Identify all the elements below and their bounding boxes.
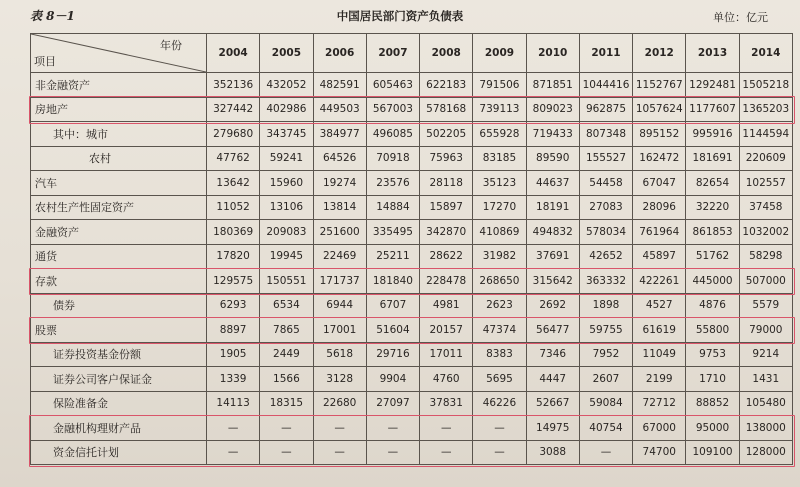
table-cell: 28118 bbox=[420, 171, 473, 196]
table-cell: 1339 bbox=[207, 367, 260, 392]
table-cell: 82654 bbox=[686, 171, 739, 196]
table-cell: 37831 bbox=[420, 391, 473, 416]
table-row bbox=[31, 220, 793, 245]
table-cell: 494832 bbox=[526, 220, 579, 245]
table-cell: 5618 bbox=[313, 342, 366, 367]
table-cell: 791506 bbox=[473, 73, 526, 98]
header-row bbox=[31, 34, 793, 73]
table-cell: 37691 bbox=[526, 244, 579, 269]
table-cell: 1365203 bbox=[739, 97, 792, 122]
table-cell: 1177607 bbox=[686, 97, 739, 122]
table-cell: 18315 bbox=[260, 391, 313, 416]
table-row bbox=[31, 416, 793, 441]
table-cell: 7952 bbox=[579, 342, 632, 367]
table-cell: 2607 bbox=[579, 367, 632, 392]
table-cell: 4876 bbox=[686, 293, 739, 318]
row-label: 股票 bbox=[31, 318, 207, 343]
table-cell: — bbox=[207, 440, 260, 465]
table-cell: — bbox=[260, 416, 313, 441]
year-header-2006: 2006 bbox=[313, 34, 366, 73]
table-cell: — bbox=[473, 416, 526, 441]
table-cell: 578034 bbox=[579, 220, 632, 245]
table-cell: 4760 bbox=[420, 367, 473, 392]
table-cell: 61619 bbox=[633, 318, 686, 343]
table-cell: 9904 bbox=[366, 367, 419, 392]
table-cell: 1057624 bbox=[633, 97, 686, 122]
table-cell: 11052 bbox=[207, 195, 260, 220]
year-header-2009: 2009 bbox=[473, 34, 526, 73]
table-cell: 25211 bbox=[366, 244, 419, 269]
year-header-2014: 2014 bbox=[739, 34, 792, 73]
table-cell: 578168 bbox=[420, 97, 473, 122]
table-cell: 181691 bbox=[686, 146, 739, 171]
table-cell: 17011 bbox=[420, 342, 473, 367]
table-row bbox=[31, 122, 793, 147]
table-cell: 27083 bbox=[579, 195, 632, 220]
table-cell: 59241 bbox=[260, 146, 313, 171]
table-cell: 4527 bbox=[633, 293, 686, 318]
balance-sheet-table bbox=[30, 33, 793, 465]
table-cell: 228478 bbox=[420, 269, 473, 294]
table-cell: 402986 bbox=[260, 97, 313, 122]
table-cell: 1292481 bbox=[686, 73, 739, 98]
table-cell: 150551 bbox=[260, 269, 313, 294]
table-cell: 6944 bbox=[313, 293, 366, 318]
table-cell: 251600 bbox=[313, 220, 366, 245]
table-cell: 2623 bbox=[473, 293, 526, 318]
row-label: 农村生产性固定资产 bbox=[31, 195, 207, 220]
year-header-2010: 2010 bbox=[526, 34, 579, 73]
table-cell: 13106 bbox=[260, 195, 313, 220]
table-cell: 1710 bbox=[686, 367, 739, 392]
table-cell: 32220 bbox=[686, 195, 739, 220]
table-cell: 2449 bbox=[260, 342, 313, 367]
table-cell: 1566 bbox=[260, 367, 313, 392]
table-cell: 279680 bbox=[207, 122, 260, 147]
table-cell: — bbox=[366, 440, 419, 465]
table-cell: 655928 bbox=[473, 122, 526, 147]
table-cell: 58298 bbox=[739, 244, 792, 269]
table-cell: 37458 bbox=[739, 195, 792, 220]
row-label: 金融机构理财产品 bbox=[31, 416, 207, 441]
table-cell: 181840 bbox=[366, 269, 419, 294]
table-cell: 1144594 bbox=[739, 122, 792, 147]
table-cell: 871851 bbox=[526, 73, 579, 98]
header-corner-cell bbox=[31, 34, 207, 73]
year-header-2013: 2013 bbox=[686, 34, 739, 73]
table-cell: 28096 bbox=[633, 195, 686, 220]
row-label: 金融资产 bbox=[31, 220, 207, 245]
row-label: 保险准备金 bbox=[31, 391, 207, 416]
table-cell: 432052 bbox=[260, 73, 313, 98]
table-cell: 327442 bbox=[207, 97, 260, 122]
item-header-label: 项目 bbox=[34, 55, 56, 68]
table-cell: 6534 bbox=[260, 293, 313, 318]
year-header-2005: 2005 bbox=[260, 34, 313, 73]
table-cell: 102557 bbox=[739, 171, 792, 196]
table-cell: 31982 bbox=[473, 244, 526, 269]
table-cell: 52667 bbox=[526, 391, 579, 416]
table-cell: 22680 bbox=[313, 391, 366, 416]
table-cell: 4447 bbox=[526, 367, 579, 392]
table-cell: 83185 bbox=[473, 146, 526, 171]
table-cell: 46226 bbox=[473, 391, 526, 416]
table-cell: 567003 bbox=[366, 97, 419, 122]
table-row bbox=[31, 244, 793, 269]
table-cell: — bbox=[260, 440, 313, 465]
table-cell: 962875 bbox=[579, 97, 632, 122]
table-cell: — bbox=[366, 416, 419, 441]
table-cell: 11049 bbox=[633, 342, 686, 367]
table-cell: 15897 bbox=[420, 195, 473, 220]
table-cell: 449503 bbox=[313, 97, 366, 122]
table-cell: 67000 bbox=[633, 416, 686, 441]
table-cell: 3128 bbox=[313, 367, 366, 392]
row-label: 证券公司客户保证金 bbox=[31, 367, 207, 392]
table-cell: 17001 bbox=[313, 318, 366, 343]
table-cell: 88852 bbox=[686, 391, 739, 416]
table-cell: 315642 bbox=[526, 269, 579, 294]
table-cell: 79000 bbox=[739, 318, 792, 343]
table-cell: 40754 bbox=[579, 416, 632, 441]
table-cell: 15960 bbox=[260, 171, 313, 196]
table-row bbox=[31, 293, 793, 318]
table-cell: 74700 bbox=[633, 440, 686, 465]
table-cell: 410869 bbox=[473, 220, 526, 245]
table-row bbox=[31, 342, 793, 367]
table-cell: 1898 bbox=[579, 293, 632, 318]
table-cell: — bbox=[420, 416, 473, 441]
table-cell: 739113 bbox=[473, 97, 526, 122]
table-cell: 23576 bbox=[366, 171, 419, 196]
table-cell: 9214 bbox=[739, 342, 792, 367]
table-cell: 268650 bbox=[473, 269, 526, 294]
table-row bbox=[31, 269, 793, 294]
table-cell: 14113 bbox=[207, 391, 260, 416]
table-row bbox=[31, 195, 793, 220]
table-cell: 70918 bbox=[366, 146, 419, 171]
row-label: 其中：城市 bbox=[31, 122, 207, 147]
table-cell: 807348 bbox=[579, 122, 632, 147]
table-cell: 3088 bbox=[526, 440, 579, 465]
table-cell: 209083 bbox=[260, 220, 313, 245]
table-cell: 20157 bbox=[420, 318, 473, 343]
table-cell: 8897 bbox=[207, 318, 260, 343]
table-cell: 51604 bbox=[366, 318, 419, 343]
table-cell: 27097 bbox=[366, 391, 419, 416]
table-cell: 22469 bbox=[313, 244, 366, 269]
table-cell: 89590 bbox=[526, 146, 579, 171]
year-header-label: 年份 bbox=[160, 39, 182, 52]
table-cell: 19274 bbox=[313, 171, 366, 196]
table-cell: 335495 bbox=[366, 220, 419, 245]
table-cell: 761964 bbox=[633, 220, 686, 245]
table-row bbox=[31, 73, 793, 98]
table-cell: 35123 bbox=[473, 171, 526, 196]
unit-label: 单位：亿元 bbox=[713, 11, 768, 24]
table-cell: 67047 bbox=[633, 171, 686, 196]
table-cell: 45897 bbox=[633, 244, 686, 269]
table-cell: — bbox=[207, 416, 260, 441]
table-cell: 861853 bbox=[686, 220, 739, 245]
table-cell: 2692 bbox=[526, 293, 579, 318]
table-cell: 343745 bbox=[260, 122, 313, 147]
table-cell: 7346 bbox=[526, 342, 579, 367]
table-cell: 44637 bbox=[526, 171, 579, 196]
table-cell: 422261 bbox=[633, 269, 686, 294]
table-cell: 95000 bbox=[686, 416, 739, 441]
table-row bbox=[31, 97, 793, 122]
table-cell: 719433 bbox=[526, 122, 579, 147]
row-label: 通货 bbox=[31, 244, 207, 269]
table-title: 中国居民部门资产负债表 bbox=[336, 9, 464, 23]
table-cell: 13642 bbox=[207, 171, 260, 196]
table-row bbox=[31, 318, 793, 343]
table-cell: 995916 bbox=[686, 122, 739, 147]
table-cell: 1905 bbox=[207, 342, 260, 367]
year-header-2008: 2008 bbox=[420, 34, 473, 73]
table-cell: 138000 bbox=[739, 416, 792, 441]
table-cell: 51762 bbox=[686, 244, 739, 269]
table-cell: 105480 bbox=[739, 391, 792, 416]
table-cell: — bbox=[579, 440, 632, 465]
table-cell: 1505218 bbox=[739, 73, 792, 98]
table-cell: 220609 bbox=[739, 146, 792, 171]
table-row bbox=[31, 171, 793, 196]
table-row bbox=[31, 146, 793, 171]
table-cell: 56477 bbox=[526, 318, 579, 343]
table-cell: 64526 bbox=[313, 146, 366, 171]
table-cell: 28622 bbox=[420, 244, 473, 269]
table-cell: 5579 bbox=[739, 293, 792, 318]
table-cell: 19945 bbox=[260, 244, 313, 269]
table-cell: 2199 bbox=[633, 367, 686, 392]
table-row bbox=[31, 367, 793, 392]
table-cell: 9753 bbox=[686, 342, 739, 367]
table-cell: 605463 bbox=[366, 73, 419, 98]
table-number: 表 8－1 bbox=[30, 9, 75, 23]
table-cell: 363332 bbox=[579, 269, 632, 294]
table-cell: 7865 bbox=[260, 318, 313, 343]
table-cell: — bbox=[473, 440, 526, 465]
table-cell: 47374 bbox=[473, 318, 526, 343]
table-cell: 384977 bbox=[313, 122, 366, 147]
table-cell: 29716 bbox=[366, 342, 419, 367]
row-label: 房地产 bbox=[31, 97, 207, 122]
table-cell: 109100 bbox=[686, 440, 739, 465]
year-header-2011: 2011 bbox=[579, 34, 632, 73]
table-cell: 162472 bbox=[633, 146, 686, 171]
year-header-2012: 2012 bbox=[633, 34, 686, 73]
table-cell: 54458 bbox=[579, 171, 632, 196]
row-label: 存款 bbox=[31, 269, 207, 294]
table-cell: 809023 bbox=[526, 97, 579, 122]
table-cell: 342870 bbox=[420, 220, 473, 245]
table-cell: 352136 bbox=[207, 73, 260, 98]
table-cell: — bbox=[313, 440, 366, 465]
table-cell: 13814 bbox=[313, 195, 366, 220]
table-cell: 1431 bbox=[739, 367, 792, 392]
table-cell: 1044416 bbox=[579, 73, 632, 98]
table-cell: 5695 bbox=[473, 367, 526, 392]
table-cell: 895152 bbox=[633, 122, 686, 147]
table-cell: — bbox=[313, 416, 366, 441]
table-cell: 155527 bbox=[579, 146, 632, 171]
row-label: 证券投资基金份额 bbox=[31, 342, 207, 367]
table-cell: 17270 bbox=[473, 195, 526, 220]
table-cell: 72712 bbox=[633, 391, 686, 416]
table-cell: 128000 bbox=[739, 440, 792, 465]
table-cell: — bbox=[420, 440, 473, 465]
table-cell: 129575 bbox=[207, 269, 260, 294]
row-label: 非金融资产 bbox=[31, 73, 207, 98]
table-cell: 4981 bbox=[420, 293, 473, 318]
table-cell: 1032002 bbox=[739, 220, 792, 245]
table-cell: 75963 bbox=[420, 146, 473, 171]
table-cell: 6293 bbox=[207, 293, 260, 318]
table-cell: 8383 bbox=[473, 342, 526, 367]
table-cell: 17820 bbox=[207, 244, 260, 269]
table-cell: 18191 bbox=[526, 195, 579, 220]
table-cell: 59084 bbox=[579, 391, 632, 416]
row-label: 债券 bbox=[31, 293, 207, 318]
table-cell: 14975 bbox=[526, 416, 579, 441]
table-cell: 622183 bbox=[420, 73, 473, 98]
table-cell: 59755 bbox=[579, 318, 632, 343]
year-header-2007: 2007 bbox=[366, 34, 419, 73]
row-label: 资金信托计划 bbox=[31, 440, 207, 465]
table-cell: 507000 bbox=[739, 269, 792, 294]
year-header-2004: 2004 bbox=[207, 34, 260, 73]
table-cell: 171737 bbox=[313, 269, 366, 294]
row-label: 汽车 bbox=[31, 171, 207, 196]
table-cell: 55800 bbox=[686, 318, 739, 343]
row-label: 农村 bbox=[31, 146, 207, 171]
table-cell: 42652 bbox=[579, 244, 632, 269]
table-cell: 482591 bbox=[313, 73, 366, 98]
table-cell: 14884 bbox=[366, 195, 419, 220]
table-cell: 1152767 bbox=[633, 73, 686, 98]
table-cell: 502205 bbox=[420, 122, 473, 147]
table-cell: 496085 bbox=[366, 122, 419, 147]
table-cell: 47762 bbox=[207, 146, 260, 171]
table-cell: 6707 bbox=[366, 293, 419, 318]
table-row bbox=[31, 440, 793, 465]
table-row bbox=[31, 391, 793, 416]
table-cell: 445000 bbox=[686, 269, 739, 294]
table-cell: 180369 bbox=[207, 220, 260, 245]
